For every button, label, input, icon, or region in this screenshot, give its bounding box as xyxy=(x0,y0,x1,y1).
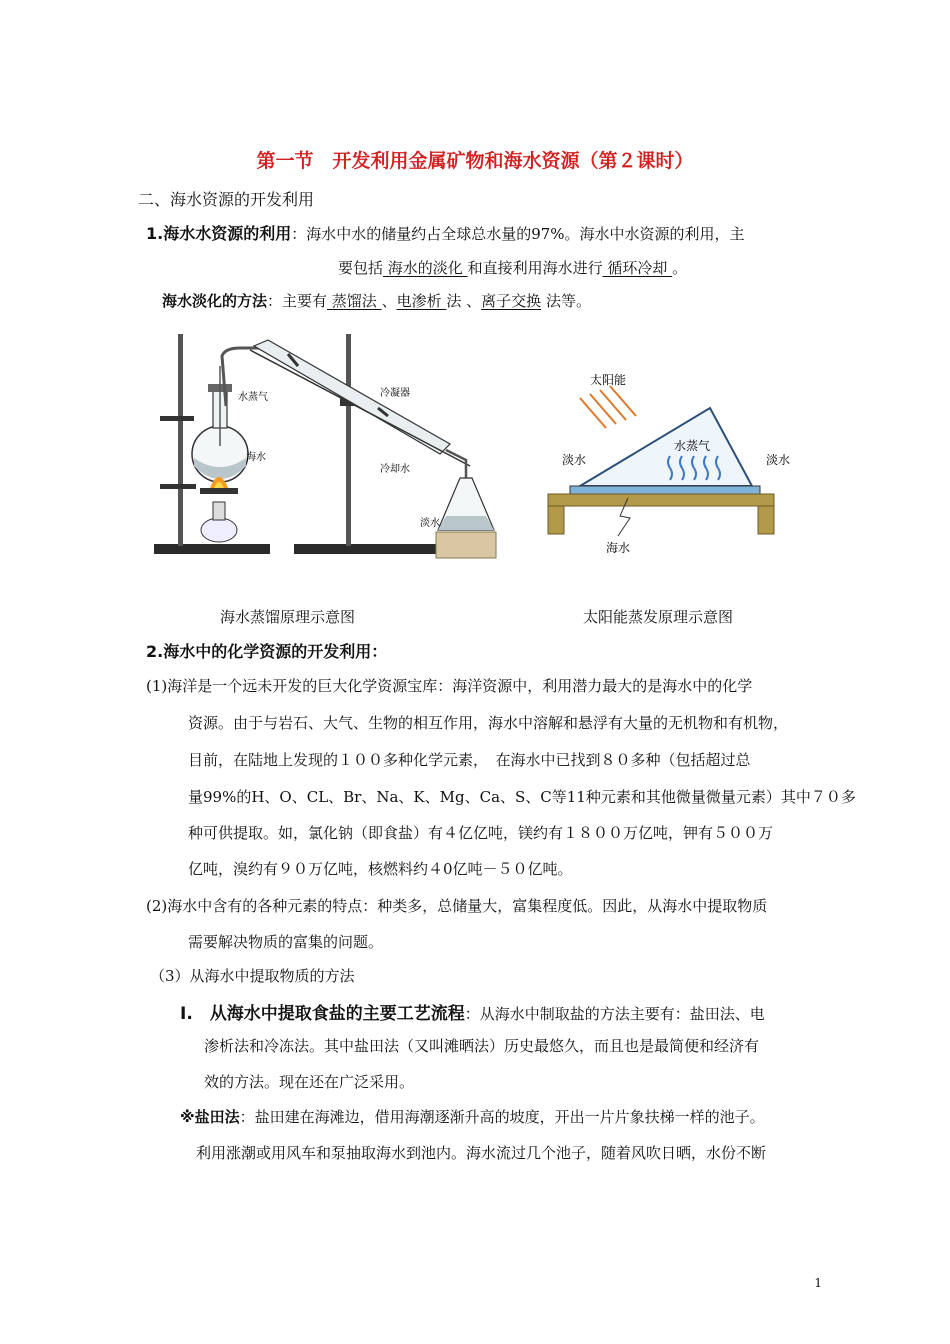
salt-field-line-1 xyxy=(180,1106,765,1127)
salt-process-heading: I. 从海水中提取食盐的主要工艺流程 xyxy=(180,1004,465,1024)
page-title: 第一节 开发利用金属矿物和海水资源（第２课时） xyxy=(256,150,694,172)
methods-post: 法等。 xyxy=(541,292,591,310)
s1-heading: 1.海水水资源的利用 xyxy=(146,224,292,243)
methods-pre: ：主要有 xyxy=(267,292,328,310)
s2-p1-line-2: 资源。由于与岩石、大气、生物的相互作用，海水中溶解和悬浮有大量的无机物和有机物， xyxy=(188,714,789,732)
label-fresh-left: 淡水 xyxy=(562,453,587,467)
section-heading: 二、海水资源的开发利用 xyxy=(138,190,315,209)
label-vapor: 水蒸气 xyxy=(238,392,268,403)
salt-field-line-2: 利用涨潮或用风车和泵抽取海水到池内。海水流过几个池子，随着风吹日晒，水份不断 xyxy=(196,1144,767,1162)
s1-text-b: 要包括 xyxy=(338,259,384,277)
s2-p3: （3）从海水中提取物质的方法 xyxy=(150,967,355,985)
label-solar: 太阳能 xyxy=(590,373,627,387)
salt-process-line-1 xyxy=(180,999,765,1024)
salt-process-text-1: ：从海水中制取盐的方法主要有：盐田法、电 xyxy=(464,1005,765,1023)
s2-p2-line-2: 需要解决物质的富集的问题。 xyxy=(188,933,384,951)
s2-p1-line-3: 目前，在陆地上发现的１００多种化学元素， 在海水中已找到８０多种（包括超过总 xyxy=(188,751,751,769)
label-solar-vapor: 水蒸气 xyxy=(674,439,711,453)
blank-desalination: 海水的淡化 xyxy=(383,259,468,277)
s2-p1-line-6: 亿吨，溴约有９０万亿吨，核燃料约４0亿吨－５０亿吨。 xyxy=(188,860,573,878)
s2-heading: 2.海水中的化学资源的开发利用： xyxy=(146,642,388,661)
distillation-diagram xyxy=(150,326,510,562)
solar-diagram xyxy=(540,368,790,558)
blank-electrodialysis: 电渗析 xyxy=(396,292,447,310)
methods-heading: 海水淡化的方法 xyxy=(162,292,268,310)
label-fresh-water: 淡水 xyxy=(420,518,440,529)
label-seawater: 海水 xyxy=(246,452,266,463)
s1-text-a: ：海水中水的储量约占全球总水量的97%。海水中水资源的利用，主 xyxy=(291,225,745,243)
methods-mid: 法 、 xyxy=(446,292,482,310)
s2-p1-line-4: 量99%的H、O、CL、Br、Na、K、Mg、Ca、S、C等11种元素和其他微量微量元素）其中７０多 xyxy=(188,788,856,806)
s1-line-1 xyxy=(146,221,745,244)
label-cooling-water: 冷却水 xyxy=(380,464,410,475)
blank-distillation: 蒸馏法 xyxy=(327,292,382,310)
caption-solar: 太阳能蒸发原理示意图 xyxy=(583,608,734,626)
salt-process-line-3: 效的方法。现在还在广泛采用。 xyxy=(204,1073,415,1091)
label-solar-seawater: 海水 xyxy=(606,541,631,555)
caption-distillation: 海水蒸馏原理示意图 xyxy=(220,608,356,626)
page-number: 1 xyxy=(814,1276,822,1290)
label-condenser: 冷凝器 xyxy=(380,388,410,399)
blank-ion-exchange: 离子交换 xyxy=(481,292,542,310)
s1-line-2 xyxy=(338,257,687,278)
salt-process-line-2: 渗析法和冷冻法。其中盐田法（又叫滩晒法）历史最悠久，而且也是最简便和经济有 xyxy=(204,1037,760,1055)
s1-text-d: 。 xyxy=(672,259,688,277)
label-fresh-right: 淡水 xyxy=(766,453,790,467)
s2-p2-line-1: (2)海水中含有的各种元素的特点：种类多，总储量大，富集程度低。因此，从海水中提取物质 xyxy=(146,897,768,915)
s2-p1-line-5: 种可供提取。如，氯化钠（即食盐）有４亿亿吨，镁约有１８００万亿吨，钾有５００万 xyxy=(188,824,774,842)
methods-line xyxy=(162,290,591,311)
methods-sep: 、 xyxy=(381,292,397,310)
blank-cooling: 循环冷却 xyxy=(602,259,673,277)
s1-text-c: 和直接利用海水进行 xyxy=(467,259,603,277)
salt-field-text-1: ：盐田建在海滩边，借用海潮逐渐升高的坡度，开出一片片象扶梯一样的池子。 xyxy=(239,1108,765,1126)
salt-field-heading: ※盐田法 xyxy=(180,1108,240,1126)
s2-p1-line-1: (1)海洋是一个远未开发的巨大化学资源宝库：海洋资源中，利用潜力最大的是海水中的化学 xyxy=(146,677,753,695)
